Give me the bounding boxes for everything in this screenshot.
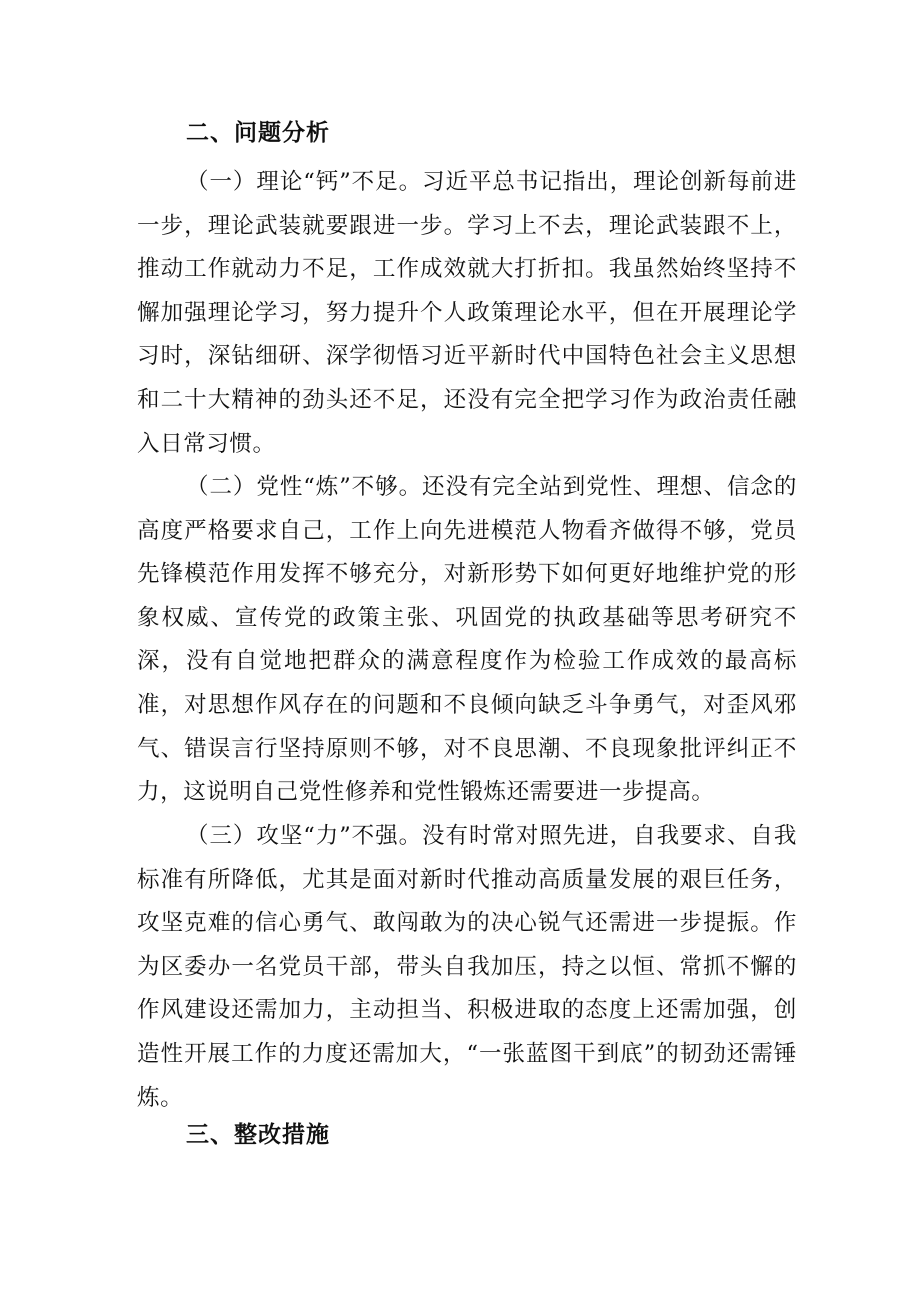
section-heading-problem-analysis: 二、问题分析	[186, 119, 330, 146]
paragraph-tackling-strength: （三）攻坚“力”不强。没有时常对照先进，自我要求、自我标准有所降低，尤其是面对新时代推动高质量发展的艰巨任务，攻坚克难的信心勇气、敢闯敢为的决心锐气还需进一步提振。作为区委办一名党员干部，带头自我加压，持之以恒、常抓不懈的作风建设还需加力，主动担当、积极进取的态度上还需加强，创造性开展工作的力度还需加大，“一张蓝图干到底”的韧劲还需锤炼。	[137, 823, 797, 1111]
paragraph-theory-deficiency: （一）理论“钙”不足。习近平总书记指出，理论创新每前进一步，理论武装就要跟进一步。学习上不去，理论武装跟不上，推动工作就动力不足，工作成效就大打折扣。我虽然始终坚持不懈加强理论学习，努力提升个人政策理论水平，但在开展理论学习时，深钻细研、深学彻悟习近平新时代中国特色社会主义思想和二十大精神的劲头还不足，还没有完全把学习作为政治责任融入日常习惯。	[137, 169, 797, 457]
paragraph-party-spirit: （二）党性“炼”不够。还没有完全站到党性、理想、信念的高度严格要求自己，工作上向先进模范人物看齐做得不够，党员先锋模范作用发挥不够充分，对新形势下如何更好地维护党的形象权威、宣传党的政策主张、巩固党的执政基础等思考研究不深，没有自觉地把群众的满意程度作为检验工作成效的最高标准，对思想作风存在的问题和不良倾向缺乏斗争勇气，对歪风邪气、错误言行坚持原则不够，对不良思潮、不良现象批评纠正不力，这说明自己党性修养和党性锻炼还需要进一步提高。	[137, 474, 797, 806]
section-heading-rectification-measures: 三、整改措施	[186, 1121, 330, 1148]
